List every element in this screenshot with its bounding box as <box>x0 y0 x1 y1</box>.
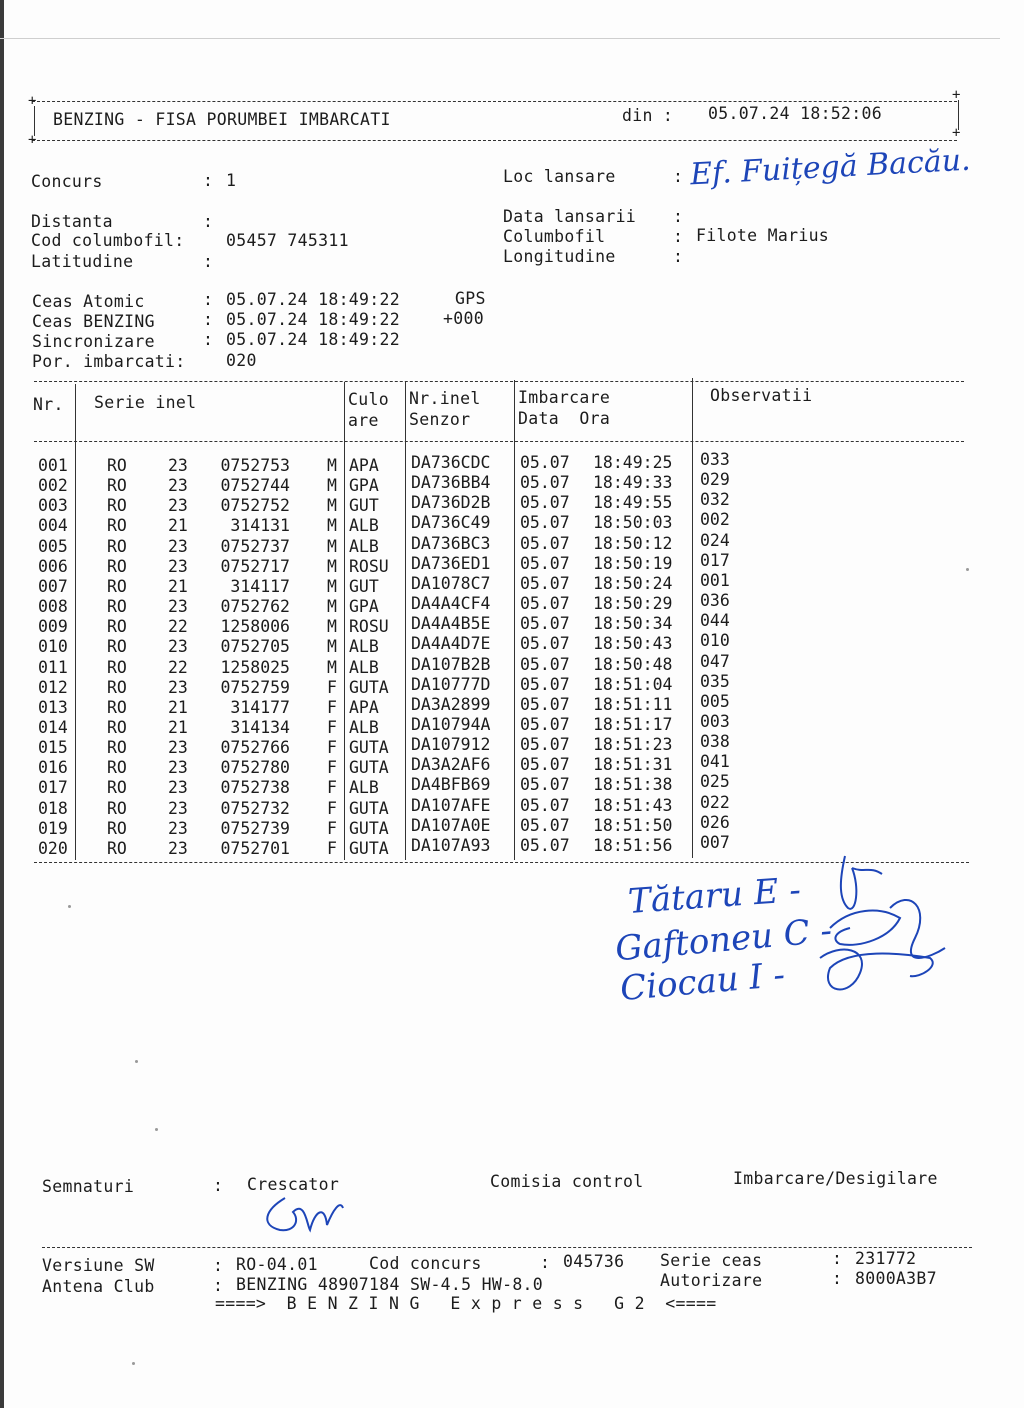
concurs-colon: : <box>203 171 214 190</box>
cell-culoare: ALB <box>349 536 379 556</box>
cell-an: 23 <box>168 536 188 556</box>
cell-nr: 020 <box>38 838 68 858</box>
cell-ora: 18:50:03 <box>593 513 673 533</box>
scan-speck <box>155 1128 158 1131</box>
cell-obs: 017 <box>700 550 730 570</box>
cell-ora: 18:50:43 <box>593 634 673 654</box>
header-nr-inel-1: Nr.inel <box>409 389 481 408</box>
loc-lansare-handwritten: Ef. Fuițegă Bacău. <box>689 142 972 193</box>
cell-senzor: DA736BB4 <box>411 473 491 493</box>
cell-an: 21 <box>168 516 188 536</box>
cell-data: 05.07 <box>520 835 570 855</box>
cell-culoare: APA <box>349 697 379 717</box>
cell-numar: 0752701 <box>220 838 290 858</box>
ceas-benzing-value: 05.07.24 18:49:22 <box>226 310 400 329</box>
distanta-label: Distanta <box>31 212 113 231</box>
autorizare-colon: : <box>832 1269 843 1288</box>
cell-obs: 024 <box>700 530 730 550</box>
scan-speck <box>132 1362 135 1365</box>
versiune-label: Versiune SW <box>42 1256 155 1275</box>
cell-senzor: DA736C49 <box>411 513 491 533</box>
cell-sex: F <box>327 798 337 818</box>
cell-culoare: ROSU <box>349 556 389 576</box>
serie-ceas-value: 231772 <box>855 1249 917 1268</box>
cell-obs: 005 <box>700 691 730 711</box>
cell-an: 23 <box>168 738 188 758</box>
cell-nr: 008 <box>38 597 68 617</box>
cell-culoare: GUTA <box>349 838 389 858</box>
cell-ora: 18:50:29 <box>593 594 673 614</box>
cell-senzor: DA1078C7 <box>411 573 491 593</box>
header-bottom-rule <box>32 140 957 141</box>
cell-nr: 011 <box>38 657 68 677</box>
cell-obs: 001 <box>700 570 730 590</box>
cell-an: 23 <box>168 798 188 818</box>
cell-tara: RO <box>107 717 127 737</box>
cell-an: 23 <box>168 758 188 778</box>
cell-tara: RO <box>107 516 127 536</box>
cell-culoare: ALB <box>349 717 379 737</box>
cell-numar: 0752753 <box>220 456 290 475</box>
cell-nr: 005 <box>38 536 68 556</box>
cell-senzor: DA4A4B5E <box>411 614 491 634</box>
cell-obs: 026 <box>700 812 730 832</box>
cell-nr: 016 <box>38 758 68 778</box>
cell-nr: 006 <box>38 556 68 576</box>
cell-numar: 1258006 <box>220 617 290 637</box>
cell-tara: RO <box>107 597 127 617</box>
cell-data: 05.07 <box>520 694 570 714</box>
cell-nr: 009 <box>38 617 68 637</box>
cell-data: 05.07 <box>520 714 570 734</box>
cell-nr: 018 <box>38 798 68 818</box>
cell-obs: 002 <box>700 510 730 530</box>
corner-plus: + <box>952 125 961 141</box>
brand-line: ====> B E N Z I N G E x p r e s s G 2 <==== <box>215 1294 717 1313</box>
cell-an: 23 <box>168 456 188 475</box>
cell-sex: M <box>327 496 337 516</box>
concurs-label: Concurs <box>31 172 103 191</box>
cell-data: 05.07 <box>520 573 570 593</box>
cell-data: 05.07 <box>520 473 570 493</box>
ceas-benzing-label: Ceas BENZING <box>32 312 155 331</box>
cell-culoare: GUTA <box>349 818 389 838</box>
antena-value: BENZING 48907184 SW-4.5 HW-8.0 <box>236 1275 544 1294</box>
cell-sex: F <box>327 818 337 838</box>
distanta-colon: : <box>203 212 214 231</box>
cell-senzor: DA4BFB69 <box>411 775 491 795</box>
cell-nr: 012 <box>38 677 68 697</box>
longitudine-colon: : <box>673 247 684 266</box>
cell-tara: RO <box>107 677 127 697</box>
cell-nr: 014 <box>38 717 68 737</box>
cell-numar: 0752759 <box>220 677 290 697</box>
sincronizare-value: 05.07.24 18:49:22 <box>226 330 400 349</box>
comisia-label: Comisia control <box>490 1172 644 1191</box>
cell-obs: 003 <box>700 711 730 731</box>
scan-speck <box>68 905 71 908</box>
cell-nr: 007 <box>38 576 68 596</box>
cell-senzor: DA10777D <box>411 674 491 694</box>
cell-obs: 035 <box>700 671 730 691</box>
cell-data: 05.07 <box>520 614 570 634</box>
col-sep-imbarcare <box>514 380 515 860</box>
cell-obs: 025 <box>700 772 730 792</box>
cell-tara: RO <box>107 617 127 637</box>
cell-obs: 038 <box>700 732 730 752</box>
cell-sex: F <box>327 778 337 798</box>
cell-an: 21 <box>168 576 188 596</box>
serie-ceas-label: Serie ceas <box>660 1251 763 1270</box>
cell-data: 05.07 <box>520 594 570 614</box>
cell-obs: 036 <box>700 591 730 611</box>
ceas-benzing-colon: : <box>203 310 214 329</box>
cell-data: 05.07 <box>520 755 570 775</box>
concurs-value: 1 <box>226 171 237 190</box>
cell-ora: 18:51:04 <box>593 674 673 694</box>
cell-ora: 18:51:31 <box>593 755 673 775</box>
data-lansarii-colon: : <box>673 207 684 226</box>
cell-an: 23 <box>168 838 188 858</box>
cell-data: 05.07 <box>520 533 570 553</box>
cell-sex: M <box>327 456 337 475</box>
cell-senzor: DA736BC3 <box>411 533 491 553</box>
cell-ora: 18:50:19 <box>593 553 673 573</box>
header-culoare-1: Culo <box>348 390 389 409</box>
cell-numar: 0752738 <box>220 778 290 798</box>
cell-ora: 18:51:50 <box>593 815 673 835</box>
cell-numar: 0752732 <box>220 798 290 818</box>
columbofil-colon: : <box>673 227 684 246</box>
cell-data: 05.07 <box>520 634 570 654</box>
col-sep-nr <box>75 384 76 860</box>
cell-ora: 18:49:55 <box>593 493 673 513</box>
cell-an: 23 <box>168 476 188 496</box>
autorizare-label: Autorizare <box>660 1271 763 1290</box>
cell-sex: F <box>327 758 337 778</box>
cell-culoare: GUT <box>349 576 379 596</box>
cell-numar: 314117 <box>230 576 290 596</box>
cell-obs: 010 <box>700 631 730 651</box>
cell-senzor: DA736D2B <box>411 493 491 513</box>
cell-culoare: ALB <box>349 637 379 657</box>
date-value: 05.07.24 18:52:06 <box>708 104 882 123</box>
autorizare-value: 8000A3B7 <box>855 1269 937 1288</box>
cell-senzor: DA107B2B <box>411 654 491 674</box>
cell-obs: 022 <box>700 792 730 812</box>
cell-culoare: GUTA <box>349 798 389 818</box>
commission-signatures-drawing <box>790 848 960 1008</box>
cell-sex: M <box>327 657 337 677</box>
latitudine-label: Latitudine <box>31 252 134 271</box>
header-left-border <box>34 106 35 136</box>
cell-culoare: GUTA <box>349 738 389 758</box>
corner-plus: + <box>28 132 37 148</box>
cell-an: 23 <box>168 818 188 838</box>
cell-culoare: ALB <box>349 657 379 677</box>
date-label: din : <box>622 106 674 125</box>
cell-ora: 18:49:33 <box>593 473 673 493</box>
cell-an: 23 <box>168 637 188 657</box>
cell-obs: 029 <box>700 470 730 490</box>
cell-sex: M <box>327 597 337 617</box>
cell-data: 05.07 <box>520 775 570 795</box>
scan-top-line <box>0 38 1000 39</box>
header-observatii: Observatii <box>710 386 813 405</box>
cell-senzor: DA10794A <box>411 714 491 734</box>
header-culoare-2: are <box>348 411 379 430</box>
cell-culoare: GUTA <box>349 758 389 778</box>
cell-culoare: ALB <box>349 516 379 536</box>
cell-ora: 18:50:24 <box>593 573 673 593</box>
cell-ora: 18:51:38 <box>593 775 673 795</box>
cell-ora: 18:50:34 <box>593 614 673 634</box>
header-top-rule <box>32 101 957 102</box>
cell-nr: 013 <box>38 697 68 717</box>
handwritten-name: Tătaru E - <box>626 870 803 922</box>
cell-sex: F <box>327 697 337 717</box>
por-imbarcati-label: Por. imbarcati: <box>32 352 186 371</box>
document-title: BENZING - FISA PORUMBEI IMBARCATI <box>53 110 391 129</box>
versiune-value: RO-04.01 <box>236 1255 318 1274</box>
cell-numar: 0752752 <box>220 496 290 516</box>
cell-sex: M <box>327 637 337 657</box>
cell-senzor: DA107A0E <box>411 815 491 835</box>
cell-data: 05.07 <box>520 654 570 674</box>
por-imbarcati-value: 020 <box>226 351 257 370</box>
cell-tara: RO <box>107 476 127 496</box>
scan-speck <box>135 1060 138 1063</box>
cell-numar: 0752717 <box>220 556 290 576</box>
antena-colon: : <box>213 1276 224 1295</box>
cell-ora: 18:51:43 <box>593 795 673 815</box>
cell-senzor: DA3A2AF6 <box>411 755 491 775</box>
cell-nr: 015 <box>38 738 68 758</box>
cell-culoare: GUT <box>349 496 379 516</box>
cell-obs: 041 <box>700 752 730 772</box>
cod-columbofil-value: 05457 745311 <box>226 231 349 250</box>
header-serie-inel: Serie inel <box>94 393 197 412</box>
cell-an: 23 <box>168 597 188 617</box>
versiune-colon: : <box>213 1256 224 1275</box>
table-top-rule <box>34 381 964 382</box>
cell-culoare: GPA <box>349 597 379 617</box>
cell-sex: F <box>327 717 337 737</box>
cell-ora: 18:50:48 <box>593 654 673 674</box>
antena-label: Antena Club <box>42 1277 155 1296</box>
cell-ora: 18:49:25 <box>593 453 673 472</box>
header-nr: Nr. <box>33 395 64 414</box>
sincronizare-colon: : <box>203 330 214 349</box>
semnaturi-label: Semnaturi <box>42 1177 135 1196</box>
corner-plus: + <box>28 93 37 109</box>
cell-tara: RO <box>107 838 127 858</box>
cell-obs: 047 <box>700 651 730 671</box>
cell-tara: RO <box>107 536 127 556</box>
cell-tara: RO <box>107 738 127 758</box>
semnaturi-colon: : <box>213 1176 224 1195</box>
serie-ceas-colon: : <box>832 1249 843 1268</box>
cell-numar: 0752766 <box>220 738 290 758</box>
data-lansarii-label: Data lansarii <box>503 207 637 226</box>
cell-data: 05.07 <box>520 674 570 694</box>
scan-left-edge <box>0 0 4 1408</box>
cell-tara: RO <box>107 798 127 818</box>
cell-sex: M <box>327 576 337 596</box>
cell-numar: 1258025 <box>220 657 290 677</box>
cell-sex: M <box>327 617 337 637</box>
cell-nr: 010 <box>38 637 68 657</box>
loc-lansare-colon: : <box>673 167 684 186</box>
cell-numar: 314131 <box>230 516 290 536</box>
cell-senzor: DA107912 <box>411 735 491 755</box>
corner-plus: + <box>952 87 961 103</box>
columbofil-value: Filote Marius <box>696 226 830 245</box>
cell-nr: 003 <box>38 496 68 516</box>
handwritten-name: Ciocau I - <box>618 954 787 1010</box>
cell-an: 22 <box>168 657 188 677</box>
footer-rule <box>42 1247 972 1248</box>
cell-data: 05.07 <box>520 453 570 472</box>
scan-speck <box>966 568 969 571</box>
cell-numar: 314134 <box>230 717 290 737</box>
cell-obs: 032 <box>700 490 730 510</box>
cell-obs: 033 <box>700 450 730 469</box>
ceas-benzing-suffix: +000 <box>443 309 484 328</box>
cell-numar: 0752780 <box>220 758 290 778</box>
table-header-rule <box>34 441 964 442</box>
cell-sex: M <box>327 516 337 536</box>
cell-tara: RO <box>107 576 127 596</box>
cell-culoare: ALB <box>349 778 379 798</box>
cod-concurs-value: 045736 <box>563 1252 625 1271</box>
cell-ora: 18:51:17 <box>593 714 673 734</box>
latitudine-colon: : <box>203 252 214 271</box>
cell-an: 23 <box>168 677 188 697</box>
cell-nr: 002 <box>38 476 68 496</box>
cell-culoare: APA <box>349 456 379 475</box>
cell-senzor: DA736ED1 <box>411 553 491 573</box>
imbarcare-desigilare-label: Imbarcare/Desigilare <box>733 1169 938 1188</box>
cell-tara: RO <box>107 556 127 576</box>
cell-nr: 017 <box>38 778 68 798</box>
cell-senzor: DA107AFE <box>411 795 491 815</box>
cell-nr: 019 <box>38 818 68 838</box>
cell-nr: 001 <box>38 456 68 475</box>
cell-data: 05.07 <box>520 735 570 755</box>
cell-culoare: GUTA <box>349 677 389 697</box>
cell-numar: 0752737 <box>220 536 290 556</box>
cell-an: 23 <box>168 778 188 798</box>
cell-obs: 007 <box>700 832 730 852</box>
cell-data: 05.07 <box>520 493 570 513</box>
columbofil-label: Columbofil <box>503 227 606 246</box>
cell-sex: M <box>327 476 337 496</box>
longitudine-label: Longitudine <box>503 247 616 266</box>
cell-sex: F <box>327 738 337 758</box>
cell-tara: RO <box>107 456 127 475</box>
cell-data: 05.07 <box>520 795 570 815</box>
ceas-atomic-suffix: GPS <box>455 289 486 308</box>
cell-an: 23 <box>168 556 188 576</box>
cell-numar: 0752744 <box>220 476 290 496</box>
col-sep-obs <box>692 378 693 858</box>
cell-senzor: DA736CDC <box>411 453 491 472</box>
cell-ora: 18:51:11 <box>593 694 673 714</box>
crescator-signature <box>255 1190 355 1240</box>
cell-ora: 18:50:12 <box>593 533 673 553</box>
cell-senzor: DA107A93 <box>411 835 491 855</box>
cell-tara: RO <box>107 778 127 798</box>
header-nr-inel-2: Senzor <box>409 410 471 429</box>
cell-nr: 004 <box>38 516 68 536</box>
cell-tara: RO <box>107 496 127 516</box>
sincronizare-label: Sincronizare <box>32 332 155 351</box>
cell-an: 21 <box>168 717 188 737</box>
cell-tara: RO <box>107 818 127 838</box>
cell-numar: 0752739 <box>220 818 290 838</box>
cell-ora: 18:51:56 <box>593 835 673 855</box>
cod-columbofil-label: Cod columbofil: <box>31 231 185 250</box>
loc-lansare-label: Loc lansare <box>503 167 616 186</box>
cell-numar: 0752762 <box>220 597 290 617</box>
cell-sex: F <box>327 838 337 858</box>
cell-sex: M <box>327 556 337 576</box>
cell-senzor: DA3A2899 <box>411 694 491 714</box>
cell-data: 05.07 <box>520 815 570 835</box>
header-right-border <box>958 100 959 130</box>
cell-an: 21 <box>168 697 188 717</box>
cell-obs: 044 <box>700 611 730 631</box>
cell-tara: RO <box>107 758 127 778</box>
cell-senzor: DA4A4D7E <box>411 634 491 654</box>
cell-tara: RO <box>107 637 127 657</box>
cell-senzor: DA4A4CF4 <box>411 594 491 614</box>
cell-sex: F <box>327 677 337 697</box>
col-sep-senzor <box>405 382 406 860</box>
cell-data: 05.07 <box>520 553 570 573</box>
handwritten-name: Gaftoneu C - <box>613 910 834 970</box>
ceas-atomic-colon: : <box>203 290 214 309</box>
cell-ora: 18:51:23 <box>593 735 673 755</box>
crescator-label: Crescator <box>247 1175 340 1194</box>
cell-sex: M <box>327 536 337 556</box>
header-imbarcare-2: Data Ora <box>518 409 611 428</box>
col-sep-culoare <box>344 382 345 860</box>
ceas-atomic-value: 05.07.24 18:49:22 <box>226 290 400 309</box>
cell-culoare: ROSU <box>349 617 389 637</box>
ceas-atomic-label: Ceas Atomic <box>32 292 145 311</box>
cell-data: 05.07 <box>520 513 570 533</box>
cell-an: 22 <box>168 617 188 637</box>
cell-culoare: GPA <box>349 476 379 496</box>
cod-concurs-label: Cod concurs <box>369 1254 482 1273</box>
cell-tara: RO <box>107 657 127 677</box>
cod-concurs-colon: : <box>540 1253 551 1272</box>
cell-numar: 314177 <box>230 697 290 717</box>
cell-tara: RO <box>107 697 127 717</box>
cell-an: 23 <box>168 496 188 516</box>
cell-numar: 0752705 <box>220 637 290 657</box>
header-imbarcare-1: Imbarcare <box>518 388 611 407</box>
